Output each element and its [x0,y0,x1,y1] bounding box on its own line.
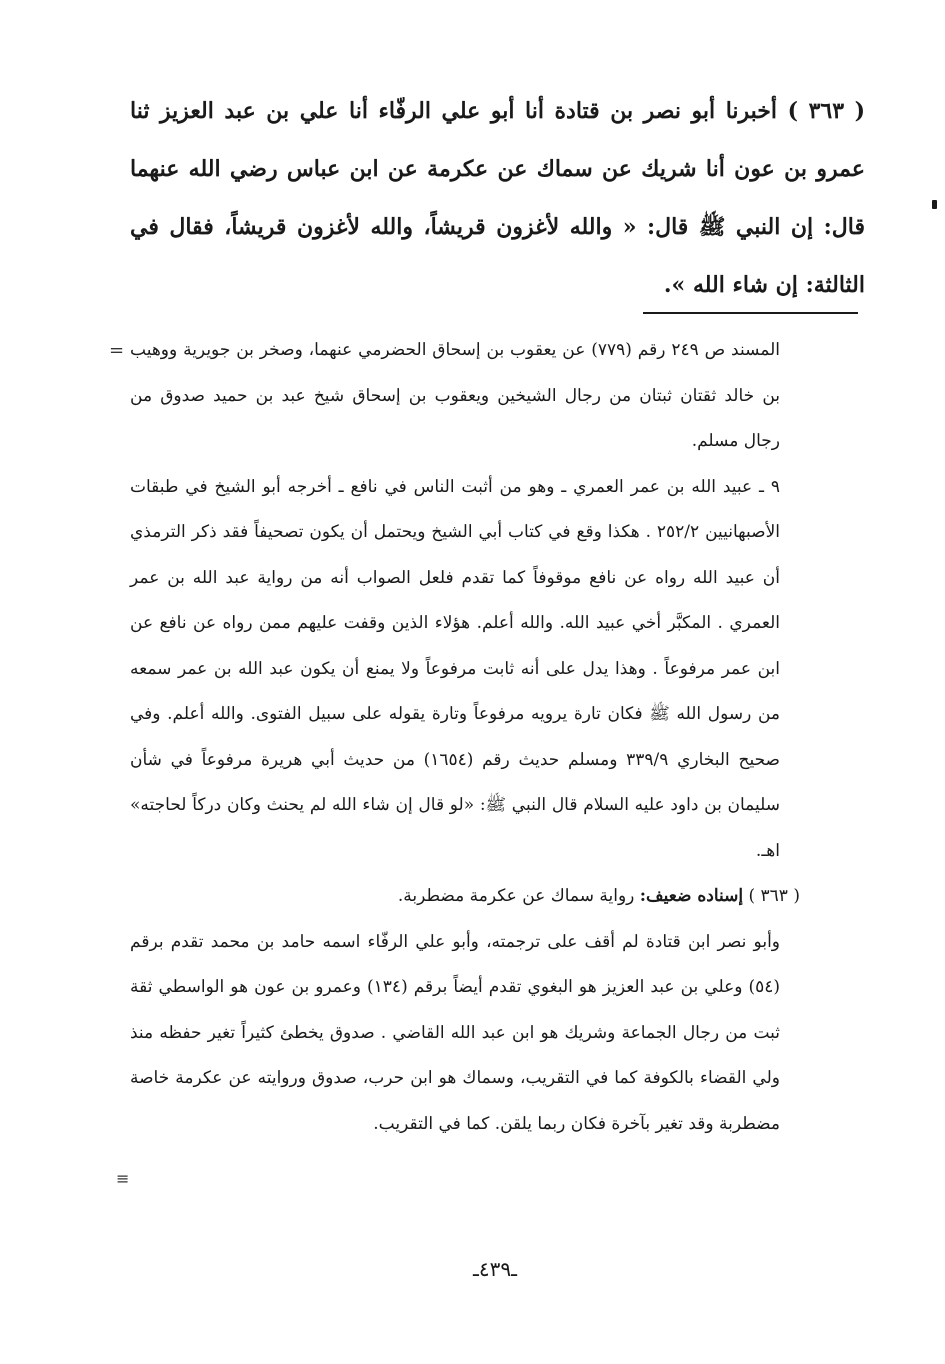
page-number: ـ٤٣٩ـ [473,1257,517,1281]
margin-dot [932,200,937,209]
footnote-continuation: المسند ص ٢٤٩ رقم (٧٧٩) عن يعقوب بن إسحاق الحضرمي عنهما، وصخر بن جويرية ووهيب بن خالد ثقتان ثبتان من رجال الشيخين ويعقوب بن إسحاق شيخ عبد بن حميد صدوق من رجال مسلم. [130,340,781,451]
footnotes-block [130,328,800,1147]
hadith-body: أخبرنا أبو نصر بن قتادة أنا أبو علي الرفّاء أنا علي بن عبد العزيز ثنا عمرو بن عون أنا شريك عن سماك عن عكرمة عن ابن عباس رضي الله عنهما قال: إن النبي ﷺ قال: « والله لأغزون قريشاً، والله لأغزون قريشاً، فقال في الثالثة: إن شاء الله ». [130,98,865,298]
footnote-363-heading [130,874,800,920]
footnote-9: ٩ ـ عبيد الله بن عمر العمري ـ وهو من أثبت الناس في نافع ـ أخرجه أبو الشيخ في طبقات الأصبهانيين ٢٥٢/٢ . هكذا وقع في كتاب أبي الشيخ ويحتمل أن يكون تصحيفاً فقد ذكر الترمذي أن عبيد الله رواه عن نافع موقوفاً كما تقدم فلعل الصواب أنه من رواية عبد الله بن عمر العمري . المكبَّر أخي عبيد الله. والله أعلم. هؤلاء الذين وقفت عليهم ممن رواه عن نافع عن ابن عمر مرفوعاً . وهذا يدل على أنه ثابت مرفوعاً ولا يمنع أن يكون عبد الله بن عمر سمعه من رسول الله ﷺ فكان تارة يرويه مرفوعاً وتارة يقوله على سبيل الفتوى. والله أعلم. وفي صحيح البخاري ٣٣٩/٩ ومسلم حديث رقم (١٦٥٤) من حديث أبي هريرة مرفوعاً في شأن سليمان بن داود عليه السلام قال النبي ﷺ: «لو قال إن شاء الله لم يحنث وكان دركاً لحاجته» اهـ. [130,476,780,861]
footnote-separator [643,312,858,314]
footnote-363-body: وأبو نصر ابن قتادة لم أقف على ترجمته، وأبو علي الرفّاء اسمه حامد بن محمد تقدم برقم (٥٤) وعلي بن عبد العزيز هو البغوي تقدم أيضاً برقم (١٣٤) وعمرو بن عون هو الواسطي ثقة ثبت من رجال الجماعة وشريك هو ابن عبد الله القاضي . صدوق يخطئ كثيراً تغير حفظه منذ ولي القضاء بالكوفة كما في التقريب، وسماك هو ابن حرب، صدوق وروايته عن عكرمة خاصة مضطربة وقد تغير بآخرة فكان ربما يلقن. كما في التقريب. [130,931,780,1134]
hadith-number: ( ٣٦٣ ) [787,98,865,124]
continuation-mark: = [109,340,125,361]
footnote-363-label: ( ٣٦٣ ) [748,886,800,906]
footnote-363-grade: إسناده ضعيف: [639,886,744,906]
hadith-363 [130,82,865,314]
hadith-text-block [130,82,865,314]
footnote-363-reason: رواية سماك عن عكرمة مضطربة. [397,886,635,906]
next-page-mark: ≡ [116,1169,130,1188]
